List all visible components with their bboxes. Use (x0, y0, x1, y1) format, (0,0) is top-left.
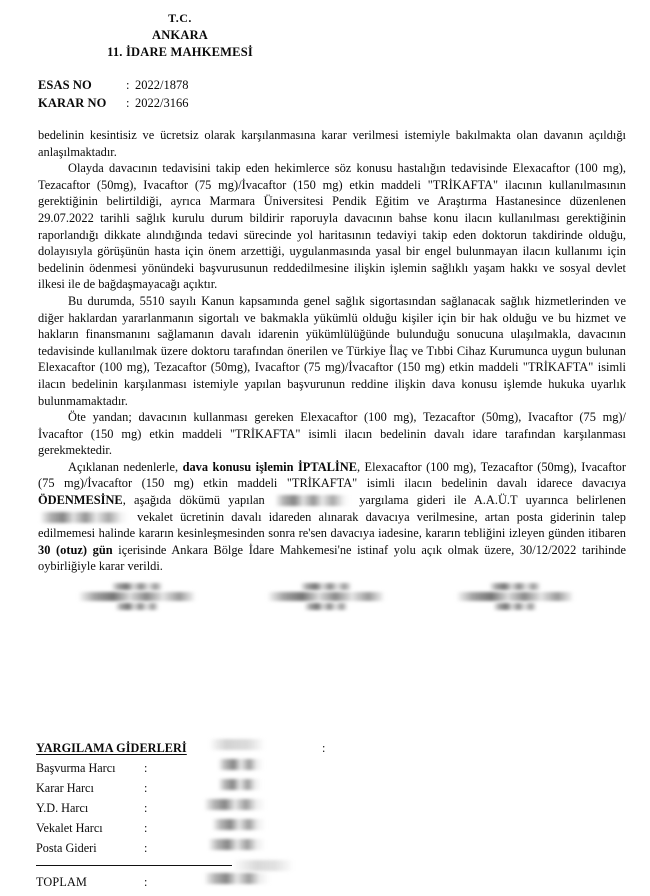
esas-no-separator: : (126, 78, 130, 92)
cost-row-posta-gideri (36, 838, 336, 856)
hukum-text-1: Açıklanan nedenlerle, (68, 459, 183, 474)
cost-label: Posta Gideri (36, 841, 97, 855)
court-header (20, 0, 340, 61)
hukum-text-6: içerisinde Ankara Bölge İdare Mahkemesi'ne istinaf yolu açık olmak üzere, 30/12/2022 tarihinde oybirliğiyle karar verildi. (38, 542, 626, 574)
karar-no-label: KARAR NO (38, 95, 107, 110)
paragraph-olayda: Olayda davacının tedavisini takip eden hekimlerce söz konusu hastalığın tedavisinde Elexacaftor (100 mg), Tezacaftor (50mg), Ivacaftor (75 mg)/İvacaftor (150 mg) etkin maddeli "TRİKAFTA" ilacının kullanılmasının gerektiğinin belirtildiği, ayrıca Marmara Üniversitesi Pendik Eğitim ve Araştırma Hastanesince düzenlenen 29.07.2022 tarihli sağlık kurulu durum bildirir raporuyla davacının bahse konu ilacın kullanılması gerektiğinin raporlandığı dikkate alındığında tedavi sürecinde yol haritasının tedaviyi takip eden doktorun takdirinde olduğu, dolayısıyla görüşünün hasta için önem arzettiği, uygulanmasında yasal bir engel bulunmayan ilacın kullanımı için bedelinin ödenmesi yönündeki başvurusunun reddedilmesine ilişkin işlemin sağlıklı yaşam hakkı ve sosyal devlet ilkesi ile de bağdaşmayacağı açıktır. (38, 161, 626, 292)
redacted-signature-id (304, 603, 348, 610)
cost-colon: : (144, 801, 148, 815)
cost-row-basvurma-harci (36, 758, 336, 776)
signature-block-president (62, 583, 212, 612)
redacted-amount (212, 819, 266, 830)
karar-no-value: 2022/3166 (135, 95, 189, 110)
total-label: TOPLAM (36, 875, 88, 889)
hukum-text-2: , Elexacaftor (100 mg), Tezacaftor (50mg), Ivacaftor (75 mg)/İvacaftor (150 mg) etkin maddeli "TRİKAFTA" isimli ilacın bedelinin davalı idarece davacıya (38, 459, 627, 491)
hukum-text-3: , aşağıda dökümü yapılan (122, 493, 273, 508)
header-line-court: 11. İDARE MAHKEMESİ (107, 45, 253, 59)
cost-value (170, 758, 336, 772)
cost-value (170, 778, 336, 792)
paragraph-opening: bedelinin kesintisiz ve ücretsiz olarak karşılanmasına karar verilmesi istemiyle bakılmakta olan davanın açıldığı anlaşılmaktadır. (38, 128, 626, 159)
cost-colon: : (144, 761, 148, 775)
cost-row-vekalet-harci (36, 818, 336, 836)
costs-table-title: YARGILAMA GİDERLERİ (36, 741, 187, 755)
cost-label: Y.D. Harcı (36, 801, 89, 815)
cost-label: Vekalet Harcı (36, 821, 103, 835)
redacted-amount (204, 873, 270, 884)
redacted-signature-id (115, 603, 159, 610)
cost-label: Karar Harcı (36, 781, 94, 795)
redacted-amount (218, 779, 262, 790)
redacted-amount (204, 799, 266, 810)
costs-title-row (36, 738, 336, 756)
cost-colon: : (144, 781, 148, 795)
redacted-amount (208, 839, 266, 850)
karar-no-separator: : (126, 95, 130, 110)
redacted-signature-title (111, 583, 163, 590)
paragraph-ote-yandan: Öte yandan; davacının kullanması gereken Elexacaftor (100 mg), Tezacaftor (50mg), Ivacaftor (75 mg)/İvacaftor (150 mg) etkin maddeli "TRİKAFTA" isimli ilacın bedelinin davalı idare tarafından karşılanması gerekmektedir. (38, 410, 626, 458)
paragraph-bu-durumda: Bu durumda, 5510 sayılı Kanun kapsamında genel sağlık sigortasından sağlanacak sağlık hizmetlerinden ve diğer haklardan yararlanmanın sigortalı ve bakmakla yükümlü olduğu kişiler için bir hak olduğu ve bu hizmet ve hakların finansmanını sağlamanın davalı idarenin yükümlülüğünde bulunduğu sonucuna ulaşılmakla, davacının tedavisinde kullanılmak üzere doktoru tarafından önerilen ve Türkiye İlaç ve Tıbbi Cihaz Kurumunca uygun bulunan Elexacaftor (100 mg), Tezacaftor (50mg), Ivacaftor (75 mg)/İvacaftor (150 mg) etkin maddeli "TRİKAFTA" isimli ilacın bedelinin karşılanması istemiyle yapılan başvurunun reddine ilişkin dava konusu işlemde hukuka uyarlık bulunmamaktadır. (38, 293, 626, 408)
cost-row-toplam (36, 872, 336, 890)
case-number-block (38, 77, 650, 112)
redacted-signature-name (78, 592, 196, 601)
cost-label: Başvurma Harcı (36, 761, 116, 775)
cost-colon: : (144, 841, 148, 855)
costs-title-colon: : (322, 741, 326, 755)
cost-value (170, 838, 336, 852)
case-row-esas (38, 77, 650, 95)
redacted-vekalet-ucreti-amount (40, 512, 128, 523)
hukum-bold-odenmesine: ÖDENMESİNE (38, 493, 123, 508)
case-row-karar (38, 95, 650, 113)
redacted-costs-title-value (209, 739, 265, 750)
redacted-signature-id (493, 603, 537, 610)
redacted-signature-title (300, 583, 352, 590)
total-colon: : (144, 875, 148, 889)
signature-block-member-2 (440, 583, 590, 612)
cost-value (170, 818, 336, 832)
signature-block-row (0, 583, 650, 612)
cost-row-karar-harci (36, 778, 336, 796)
esas-no-label: ESAS NO (38, 78, 92, 92)
hukum-text-4: yargılama gideri ile A.A.Ü.T uyarınca belirlenen (350, 493, 626, 508)
redacted-amount (218, 759, 264, 770)
header-line-tc: T.C. (168, 11, 192, 25)
redacted-yargilama-gideri-amount (275, 495, 349, 506)
paragraph-hukum (38, 459, 626, 575)
hukum-bold-iptaline: dava konusu işlemin İPTALİNE (182, 459, 357, 474)
hukum-bold-sure: 30 (otuz) gün (38, 542, 113, 557)
divider-rule (36, 865, 232, 866)
redacted-signature-name (267, 592, 385, 601)
costs-total-divider (36, 865, 336, 866)
redacted-divider-area (232, 860, 294, 871)
total-value (170, 872, 336, 886)
cost-colon: : (144, 821, 148, 835)
litigation-costs-table (36, 738, 336, 890)
redacted-signature-name (456, 592, 574, 601)
header-line-city: ANKARA (151, 28, 209, 42)
redacted-signature-title (489, 583, 541, 590)
signature-block-member-1 (251, 583, 401, 612)
costs-title-fill (187, 738, 322, 752)
decision-body (38, 127, 626, 575)
esas-no-value: 2022/1878 (135, 78, 189, 92)
cost-row-yd-harci (36, 798, 336, 816)
cost-value (170, 798, 336, 812)
hukum-text-5: vekalet ücretinin davalı idareden alınarak davacıya verilmesine, artan posta giderinin talep edilmemesi halinde kararın kesinleşmesinden sonra re'sen davacıya iadesine, kararın tebliğini izleyen günden itibaren (38, 509, 626, 541)
